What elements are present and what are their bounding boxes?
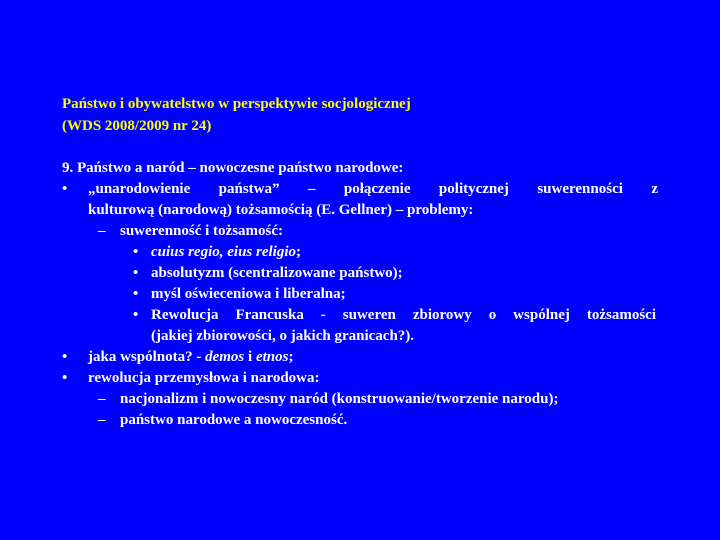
- dash: –: [98, 223, 106, 239]
- sub-item-suwerennosc: [62, 221, 658, 242]
- slide-title: [62, 93, 411, 137]
- dash: –: [98, 391, 106, 407]
- sub-sub-item-mysl: [62, 284, 658, 305]
- bullet: •: [133, 265, 139, 281]
- item-text: jaka wspólnota? -: [88, 349, 206, 365]
- bullet: •: [133, 307, 139, 323]
- item-text: Rewolucja Francuska - suweren zbiorowy o wspólnej tożsamości: [151, 307, 656, 323]
- item-text: „unarodowienie państwa” – połączenie politycznej suwerenności z: [88, 181, 658, 197]
- item-text: nacjonalizm i nowoczesny naród (konstruowanie/tworzenie narodu);: [120, 391, 559, 407]
- bullet: •: [133, 286, 139, 302]
- item-text: ;: [288, 349, 294, 365]
- item-text-italic: etnos: [255, 349, 289, 365]
- item-text: myśl oświeceniowa i liberalna;: [151, 286, 346, 302]
- slide-content: [62, 158, 658, 431]
- item-text-italic: cuius regio, eius religio: [151, 244, 297, 260]
- sub-sub-item-rewolucja-francuska-line-2: (jakiej zbiorowości, o jakich granicach?).: [151, 328, 415, 344]
- sub-sub-item-cuius-regio: [62, 242, 658, 263]
- section-heading: 9. Państwo a naród – nowoczesne państwo narodowe:: [62, 160, 404, 176]
- list-item-wspolnota: [62, 347, 658, 368]
- title-line-1: Państwo i obywatelstwo w perspektywie socjologicznej: [62, 96, 411, 112]
- item-text: absolutyzm (scentralizowane państwo);: [151, 265, 403, 281]
- item-text-italic: demos: [205, 349, 245, 365]
- sub-sub-item-rewolucja-francuska-line-1: [62, 305, 658, 326]
- bullet: •: [62, 349, 68, 365]
- item-text: suwerenność i tożsamość:: [120, 223, 284, 239]
- list-item-rewolucja-przemyslowa: [62, 368, 658, 389]
- title-line-2: (WDS 2008/2009 nr 24): [62, 118, 212, 134]
- item-text: państwo narodowe a nowoczesność.: [120, 412, 348, 428]
- sub-item-panstwo-narodowe: [62, 410, 658, 431]
- bullet: •: [62, 370, 68, 386]
- item-text: rewolucja przemysłowa i narodowa:: [88, 370, 320, 386]
- list-item-unarodowienie-line-2: kulturową (narodową) tożsamością (E. Gellner) – problemy:: [88, 202, 474, 218]
- item-text: ;: [296, 244, 302, 260]
- sub-item-nacjonalizm: [62, 389, 658, 410]
- dash: –: [98, 412, 106, 428]
- list-item-unarodowienie-line-1: [62, 179, 658, 200]
- sub-sub-item-absolutyzm: [62, 263, 658, 284]
- bullet: •: [133, 244, 139, 260]
- bullet: •: [62, 181, 68, 197]
- item-text: i: [244, 349, 256, 365]
